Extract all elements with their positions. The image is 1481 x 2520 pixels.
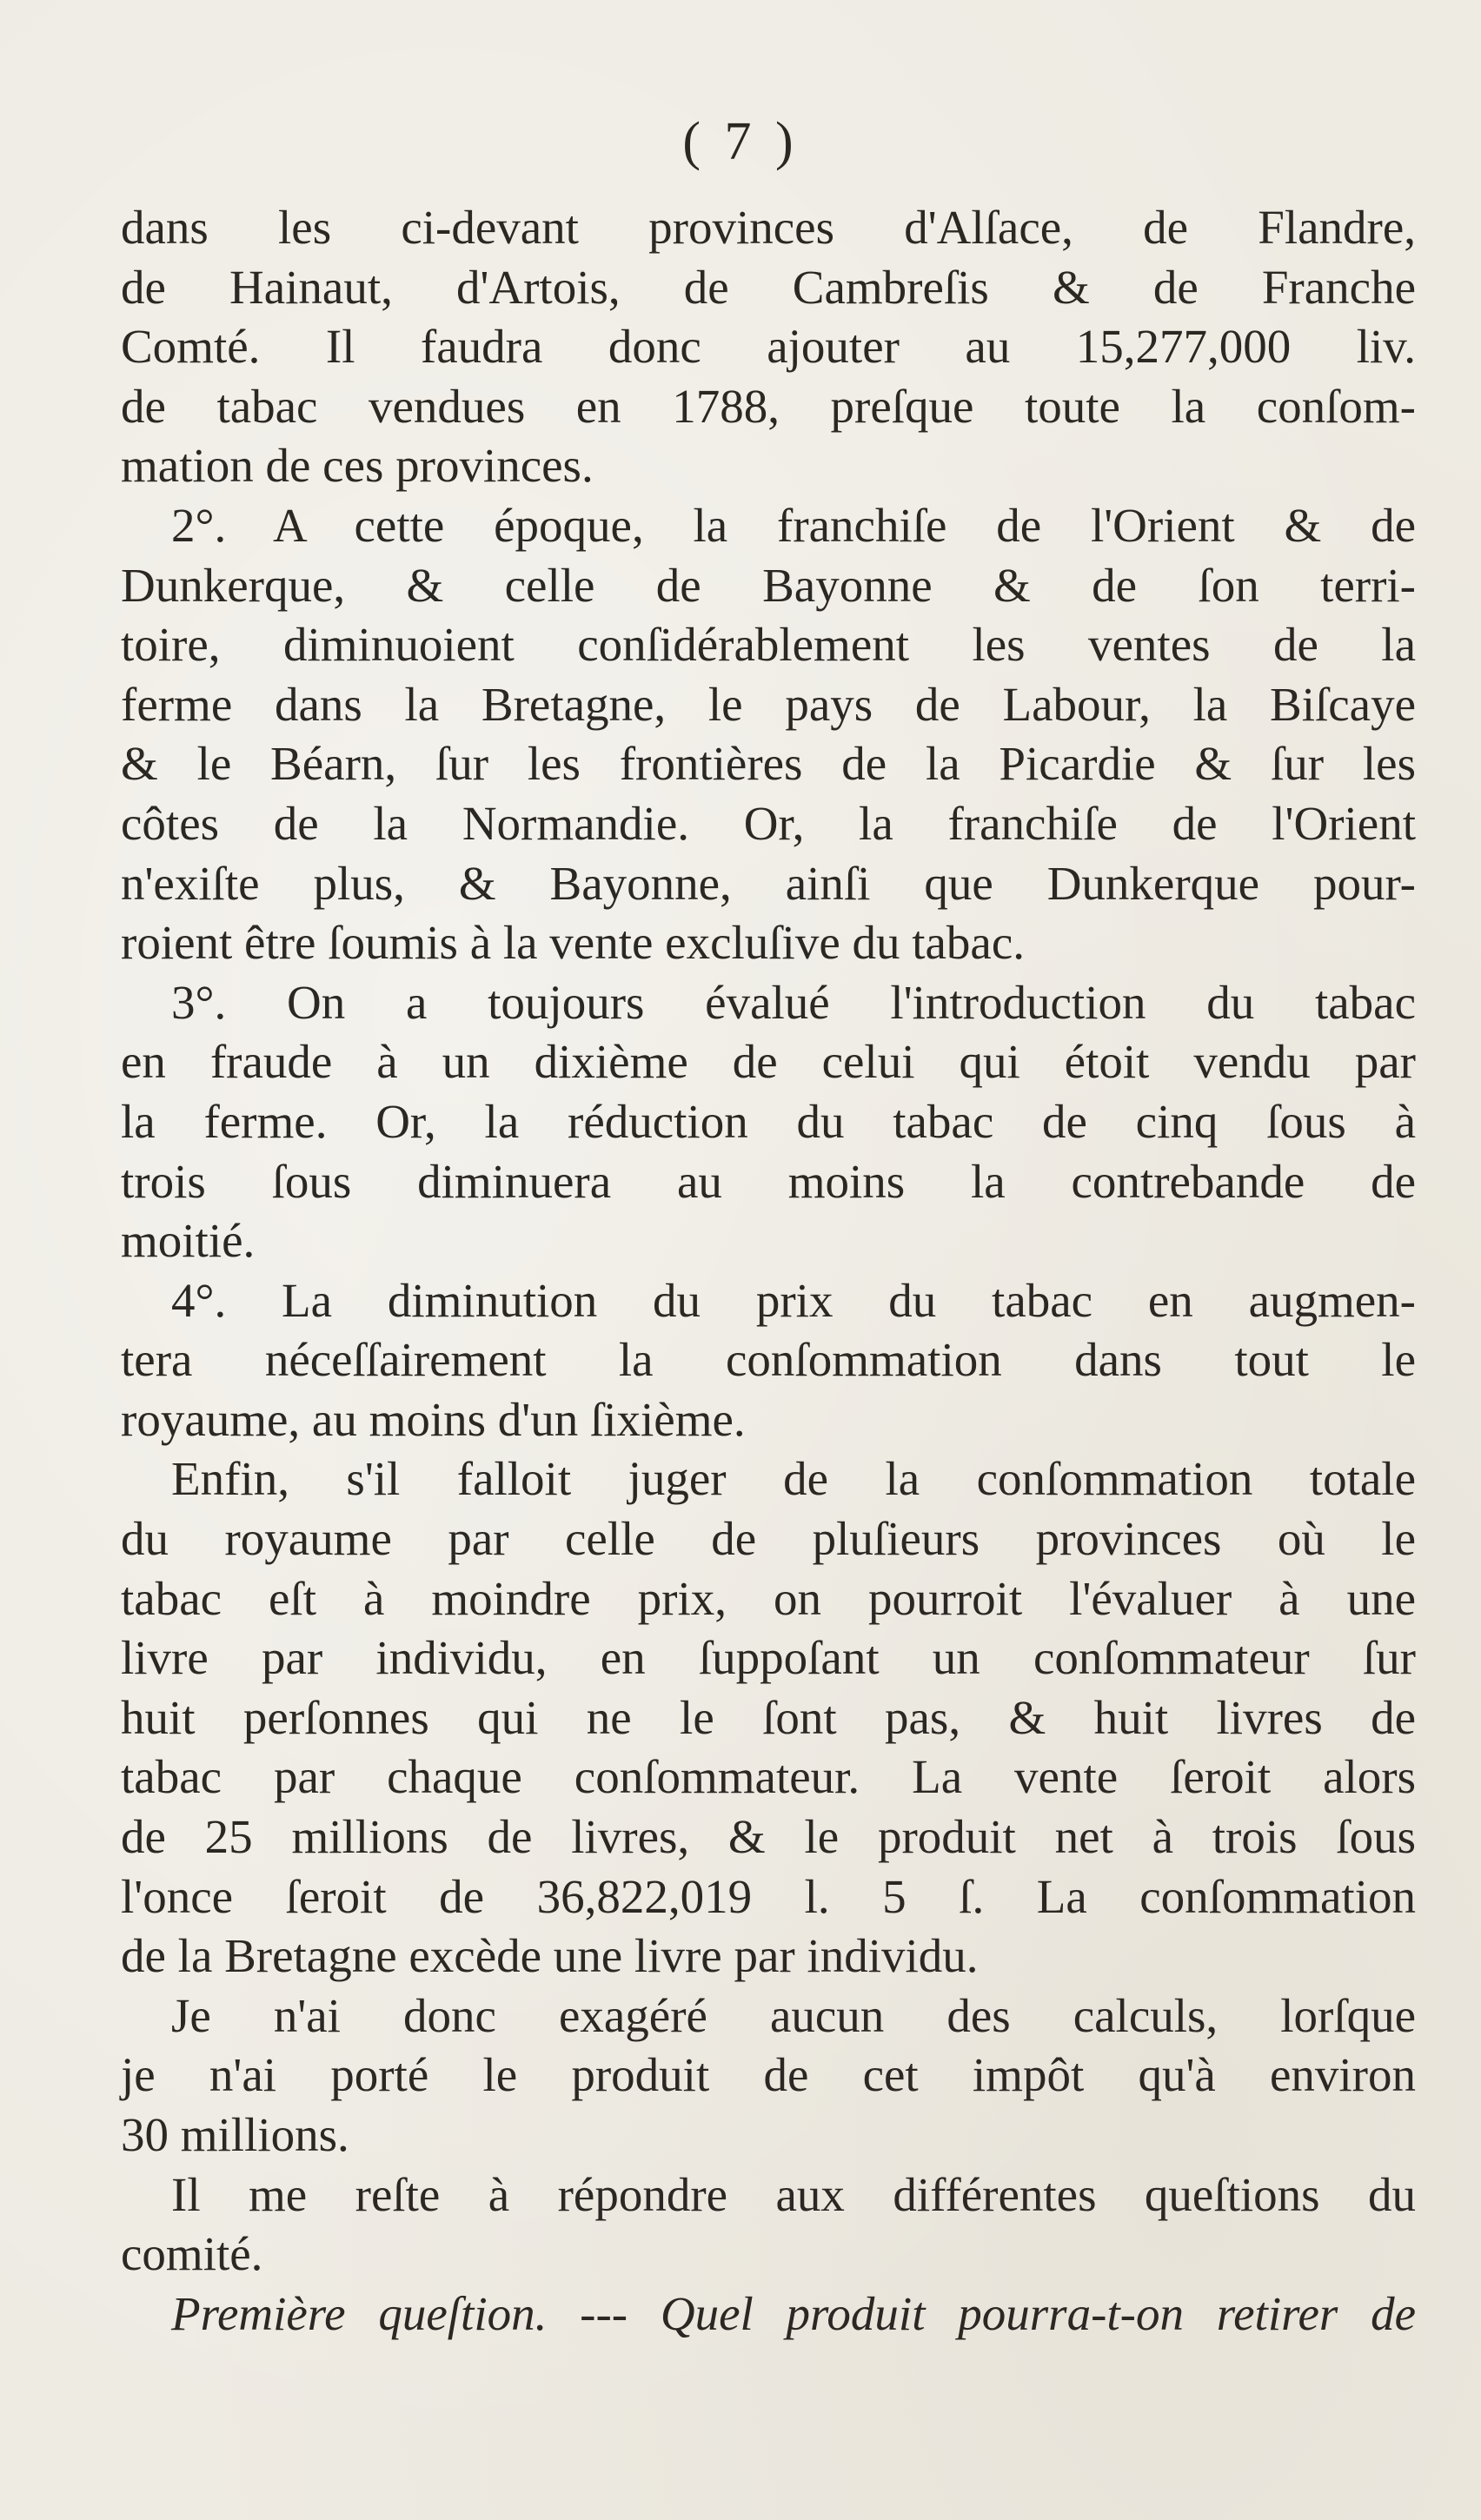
- text-line: en fraude à un dixième de celui qui étoit vendu par: [121, 1035, 1416, 1089]
- text-line: Enfin, s'il falloit juger de la conſommation totale: [171, 1452, 1416, 1506]
- text-line: 2°. A cette époque, la franchiſe de l'Orient & de: [171, 498, 1416, 552]
- text-line: & le Béarn, ſur les frontières de la Picardie & ſur les: [121, 737, 1416, 791]
- text-line: Comté. Il faudra donc ajouter au 15,277,000 liv.: [121, 320, 1416, 374]
- text-line: 30 millions.: [121, 2108, 349, 2161]
- text-line: 4°. La diminution du prix du tabac en augmen-: [171, 1273, 1416, 1327]
- text-line: comité.: [121, 2227, 263, 2281]
- text-line: de la Bretagne excède une livre par individu.: [121, 1929, 979, 1983]
- text-line: tera néceſſairement la conſommation dans tout le: [121, 1333, 1416, 1387]
- text-line: roient être ſoumis à la vente excluſive du tabac.: [121, 916, 1026, 970]
- text-line: royaume, au moins d'un ſixième.: [121, 1392, 746, 1446]
- text-line: Il me reſte à répondre aux différentes queſtions du: [171, 2167, 1416, 2221]
- text-line: dans les ci-devant provinces d'Alſace, de Flandre,: [121, 201, 1416, 254]
- question-heading-line: Première queſtion. --- Quel produit pourra-t-on retirer de: [171, 2286, 1416, 2340]
- text-line: mation de ces provinces.: [121, 439, 594, 493]
- text-line: n'exiſte plus, & Bayonne, ainſi que Dunkerque pour-: [121, 856, 1416, 910]
- text-line: je n'ai porté le produit de cet impôt qu'à environ: [121, 2048, 1416, 2102]
- text-line: toire, diminuoient conſidérablement les ventes de la: [121, 618, 1416, 672]
- text-line: du royaume par celle de pluſieurs provinces où le: [121, 1512, 1416, 1566]
- text-line: de 25 millions de livres, & le produit net à trois ſous: [121, 1810, 1416, 1864]
- text-line: l'once ſeroit de 36,822,019 l. 5 ſ. La conſommation: [121, 1869, 1416, 1923]
- text-line: trois ſous diminuera au moins la contrebande de: [121, 1154, 1416, 1208]
- text-line: 3°. On a toujours évalué l'introduction du tabac: [171, 975, 1416, 1029]
- text-line: huit perſonnes qui ne le ſont pas, & huit livres de: [121, 1690, 1416, 1744]
- body-text: [121, 198, 1416, 2344]
- text-line: ferme dans la Bretagne, le pays de Labour, la Biſcaye: [121, 677, 1416, 731]
- text-line: de tabac vendues en 1788, preſque toute la conſom-: [121, 379, 1416, 433]
- text-line: Dunkerque, & celle de Bayonne & de ſon terri-: [121, 558, 1416, 612]
- text-line: livre par individu, en ſuppoſant un conſommateur ſur: [121, 1631, 1416, 1685]
- text-line: moitié.: [121, 1214, 256, 1268]
- text-line: Je n'ai donc exagéré aucun des calculs, lorſque: [171, 1988, 1416, 2042]
- page-number: ( 7 ): [682, 112, 799, 171]
- text-line: la ferme. Or, la réduction du tabac de cinq ſous à: [121, 1094, 1416, 1148]
- text-line: côtes de la Normandie. Or, la franchiſe de l'Orient: [121, 796, 1416, 850]
- text-line: tabac par chaque conſommateur. La vente ſeroit alors: [121, 1750, 1416, 1804]
- text-line: de Hainaut, d'Artois, de Cambreſis & de Franche: [121, 260, 1416, 314]
- text-line: tabac eſt à moindre prix, on pourroit l'évaluer à une: [121, 1571, 1416, 1625]
